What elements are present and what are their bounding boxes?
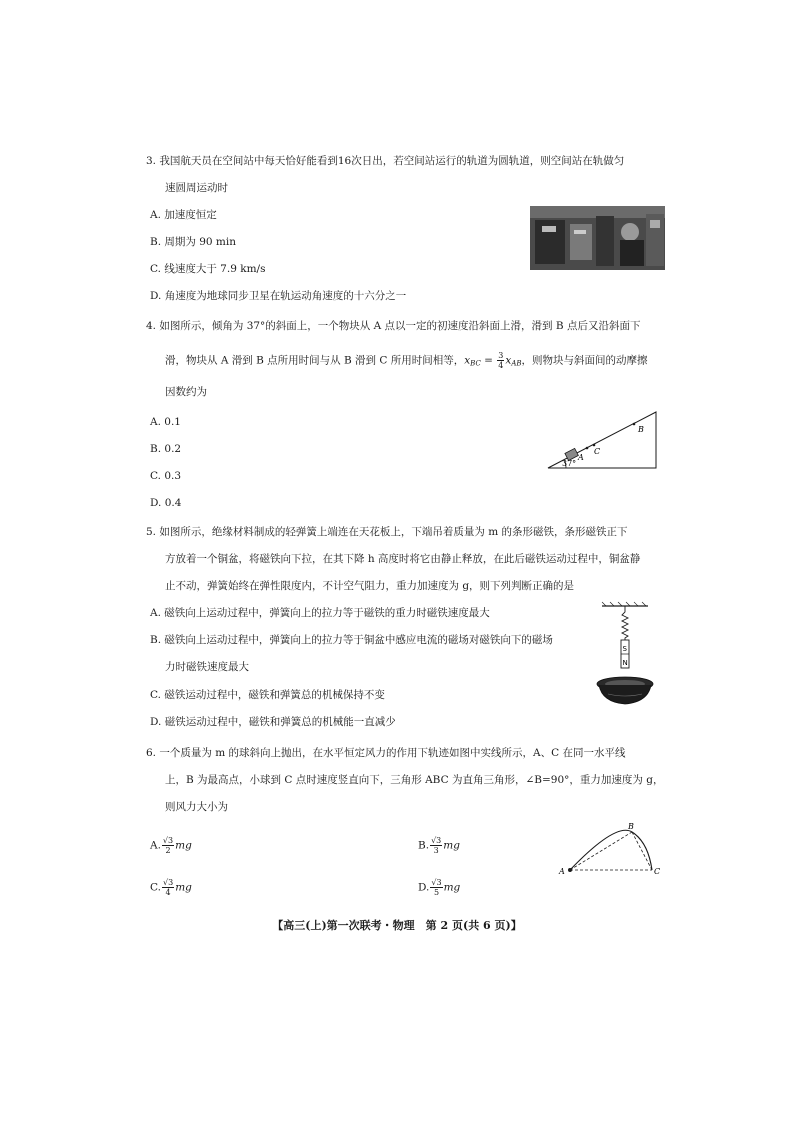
- q6-option-c: C. $\frac{√3}{4}$ mg: [150, 878, 192, 897]
- q3-option-d: D. 角速度为地球同步卫星在轨运动角速度的十六分之一: [150, 290, 407, 302]
- q3-option-c: C. 线速度大于 7.9 km/s: [150, 263, 266, 275]
- fraction-three-quarters: $\frac{3}{4}$: [498, 351, 504, 370]
- q6-option-a: A. $\frac{√3}{2}$ mg: [150, 836, 192, 855]
- incline-angle-label: 37°: [562, 459, 577, 468]
- page-footer: 【高三(上)第一次联考・物理 第 2 页(共 6 页)】: [272, 919, 522, 932]
- q4-option-d: D. 0.4: [150, 497, 182, 509]
- magnet-pole-s: S: [622, 645, 627, 653]
- spring-magnet-diagram: [592, 598, 662, 710]
- q4-stem-line2: 滑，物块从 A 滑到 B 点所用时间与从 B 滑到 C 所用时间相等，$x_{BC}$ = $\frac{3}{4}$ $x_{AB}$，则物块与斜面间的动摩擦: [165, 351, 648, 370]
- q6-stem-line2: 上，B 为最高点，小球到 C 点时速度竖直向下，三角形 ABC 为直角三角形，∠B=90°，重力加速度为 g，: [165, 774, 664, 786]
- q4-option-a: A. 0.1: [150, 416, 181, 428]
- q4-stem-line1: 4. 如图所示，倾角为 37°的斜面上，一个物块从 A 点以一定的初速度沿斜面上滑，滑到 B 点后又沿斜面下: [146, 320, 641, 332]
- q3-stem-line2: 速圆周运动时: [165, 182, 228, 194]
- q3-option-a: A. 加速度恒定: [150, 209, 217, 221]
- copper-basin: [597, 677, 653, 704]
- q3-stem-line1: 3. 我国航天员在空间站中每天恰好能看到16次日出，若空间站运行的轨道为圆轨道，则空间站在轨做匀: [146, 155, 625, 167]
- q5-option-a: A. 磁铁向上运动过程中，弹簧向上的拉力等于磁铁的重力时磁铁速度最大: [150, 607, 490, 619]
- point-c-label: C: [594, 447, 601, 456]
- q4-stem-line3: 因数约为: [165, 386, 207, 398]
- q6-stem-line3: 则风力大小为: [165, 801, 228, 813]
- q5-option-d: D. 磁铁运动过程中，磁铁和弹簧总的机械能一直减少: [150, 716, 396, 728]
- trajectory-curve: [570, 830, 652, 870]
- point-b-label: B: [638, 425, 644, 434]
- q5-option-b-line1: B. 磁铁向上运动过程中，弹簧向上的拉力等于铜盆中感应电流的磁场对磁铁向下的磁场: [150, 634, 553, 646]
- point-a-label: A: [578, 453, 584, 462]
- q6-option-b: B. $\frac{√3}{3}$ mg: [418, 836, 460, 855]
- trajectory-point-c: C: [654, 867, 661, 876]
- trajectory-point-b: B: [628, 822, 634, 831]
- q5-option-b-line2: 力时磁铁速度最大: [165, 661, 249, 673]
- spring-coil: [622, 606, 628, 640]
- q5-option-c: C. 磁铁运动过程中，磁铁和弹簧总的机械保持不变: [150, 689, 385, 701]
- q5-stem-line3: 止不动，弹簧始终在弹性限度内，不计空气阻力，重力加速度为 g，则下列判断正确的是: [165, 580, 575, 592]
- q4-option-b: B. 0.2: [150, 443, 182, 455]
- q3-option-b: B. 周期为 90 min: [150, 236, 237, 248]
- trajectory-diagram: [556, 822, 666, 884]
- q5-stem-line2: 方放着一个铜盆，将磁铁向下拉，在其下降 h 高度时将它由静止释放，在此后磁铁运动过程中，铜盆静: [165, 553, 641, 565]
- space-station-photo: [530, 206, 665, 270]
- q5-stem-line1: 5. 如图所示，绝缘材料制成的轻弹簧上端连在天花板上，下端吊着质量为 m 的条形磁铁，条形磁铁正下: [146, 526, 628, 538]
- incline-diagram: [542, 410, 662, 472]
- q6-option-d: D. $\frac{√3}{5}$ mg: [418, 878, 461, 897]
- trajectory-point-a: A: [559, 867, 565, 876]
- q6-stem-line1: 6. 一个质量为 m 的球斜向上抛出，在水平恒定风力的作用下轨迹如图中实线所示，A、C 在同一水平线: [146, 747, 626, 759]
- magnet-pole-n: N: [622, 659, 628, 667]
- q4-option-c: C. 0.3: [150, 470, 182, 482]
